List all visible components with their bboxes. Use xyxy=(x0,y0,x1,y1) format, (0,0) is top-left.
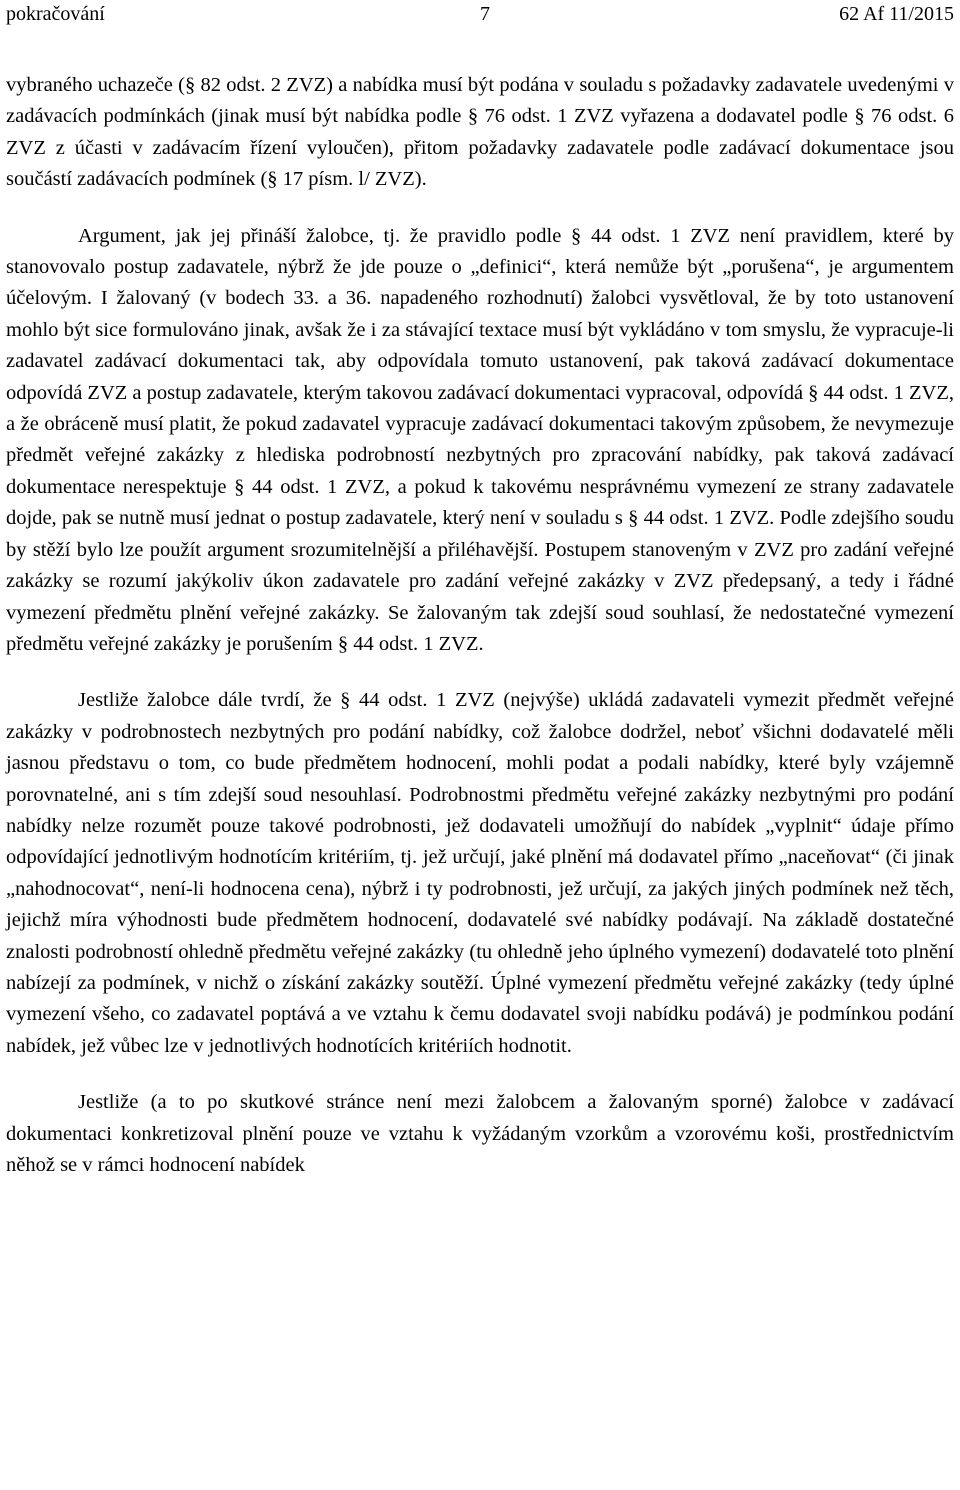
document-body xyxy=(6,70,954,1181)
paragraph-4: Jestliže (a to po skutkové stránce není mezi žalobcem a žalovaným sporné) žalobce v zadávací dokumentaci konkretizoval plnění pouze ve vztahu k vyžádaným vzorkům a vzorovému koši, prostřednictvím něhož se v rámci hodnocení nabídek xyxy=(6,1091,954,1176)
page-header xyxy=(6,0,954,40)
paragraph-3: Jestliže žalobce dále tvrdí, že § 44 odst. 1 ZVZ (nejvýše) ukládá zadavateli vymezit předmět veřejné zakázky v podrobnostech nezbytných pro podání nabídky, což žalobce dodržel, neboť všichni dodavatelé měli jasnou představu o tom, co bude předmětem hodnocení, mohli podat a podali nabídky, které byly vzájemně porovnatelné, ani s tím zdejší soud nesouhlasí. Podrobnostmi předmětu veřejné zakázky nezbytnými pro podání nabídky nelze rozumět pouze takové podrobnosti, jež dodavateli umožňují do nabídek „vyplnit“ údaje přímo odpovídající jednotlivým hodnotícím kritériím, tj. jež určují, jaké plnění má dodavatel přímo „naceňovat“ (či jinak „nahodnocovat“, není-li hodnocena cena), nýbrž i ty podrobnosti, jež určují, za jakých jiných podmínek než těch, jejichž míra výhodnosti bude předmětem hodnocení, dodavatelé své nabídky podávají. Na základě dostatečné znalosti podrobností ohledně předmětu veřejné zakázky (tu ohledně jeho úplného vymezení) dodavatelé toto plnění nabízejí za podmínek, v nichž o získání zakázky soutěží. Úplné vymezení předmětu veřejné zakázky (tedy úplné vymezení všeho, co zadavatel poptává a ve vztahu k čemu dodavatel svoji nabídku podává) je podmínkou podání nabídek, jež vůbec lze v jednotlivých hodnotících kritériích hodnotit. xyxy=(6,689,954,1057)
continuation-label: pokračování xyxy=(6,3,105,25)
paragraph-2: Argument, jak jej přináší žalobce, tj. že pravidlo podle § 44 odst. 1 ZVZ není pravidlem, které by stanovovalo postup zadavatele, nýbrž že jde pouze o „definici“, která nemůže být „porušena“, je argumentem účelovým. I žalovaný (v bodech 33. a 36. napadeného rozhodnutí) žalobci vysvětloval, že by toto ustanovení mohlo být sice formulováno jinak, avšak že i za stávající textace musí být vykládáno v tom smyslu, že vypracuje-li zadavatel zadávací dokumentaci tak, aby odpovídala tomuto ustanovení, pak taková zadávací dokumentace odpovídá ZVZ a postup zadavatele, kterým takovou zadávací dokumentaci vypracoval, odpovídá § 44 odst. 1 ZVZ, a že obráceně musí platit, že pokud zadavatel vypracuje zadávací dokumentaci takovým způsobem, že nevymezuje předmět veřejné zakázky z hlediska podrobností nezbytných pro zpracování nabídky, pak taková zadávací dokumentace nerespektuje § 44 odst. 1 ZVZ, a pokud k takovému nesprávnému vymezení ze strany zadavatele dojde, pak se nutně musí jednat o postup zadavatele, který není v souladu s § 44 odst. 1 ZVZ. Podle zdejšího soudu by stěží bylo lze použít argument srozumitelnější a přiléhavější. Postupem stanoveným v ZVZ pro zadání veřejné zakázky se rozumí jakýkoliv úkon zadavatele pro zadání veřejné zakázky v ZVZ předepsaný, a tedy i řádné vymezení předmětu plnění veřejné zakázky. Se žalovaným tak zdejší soud souhlasí, že nedostatečné vymezení předmětu veřejné zakázky je porušením § 44 odst. 1 ZVZ. xyxy=(6,224,954,655)
page-number: 7 xyxy=(480,3,490,25)
document-page xyxy=(6,0,954,1181)
case-number: 62 Af 11/2015 xyxy=(839,3,954,25)
paragraph-1: vybraného uchazeče (§ 82 odst. 2 ZVZ) a nabídka musí být podána v souladu s požadavky zadavatele uvedenými v zadávacích podmínkách (jinak musí být nabídka podle § 76 odst. 1 ZVZ vyřazena a dodavatel podle § 76 odst. 6 ZVZ z účasti v zadávacím řízení vyloučen), přitom požadavky zadavatele podle zadávací dokumentace jsou součástí zadávacích podmínek (§ 17 písm. l/ ZVZ). xyxy=(6,74,954,191)
